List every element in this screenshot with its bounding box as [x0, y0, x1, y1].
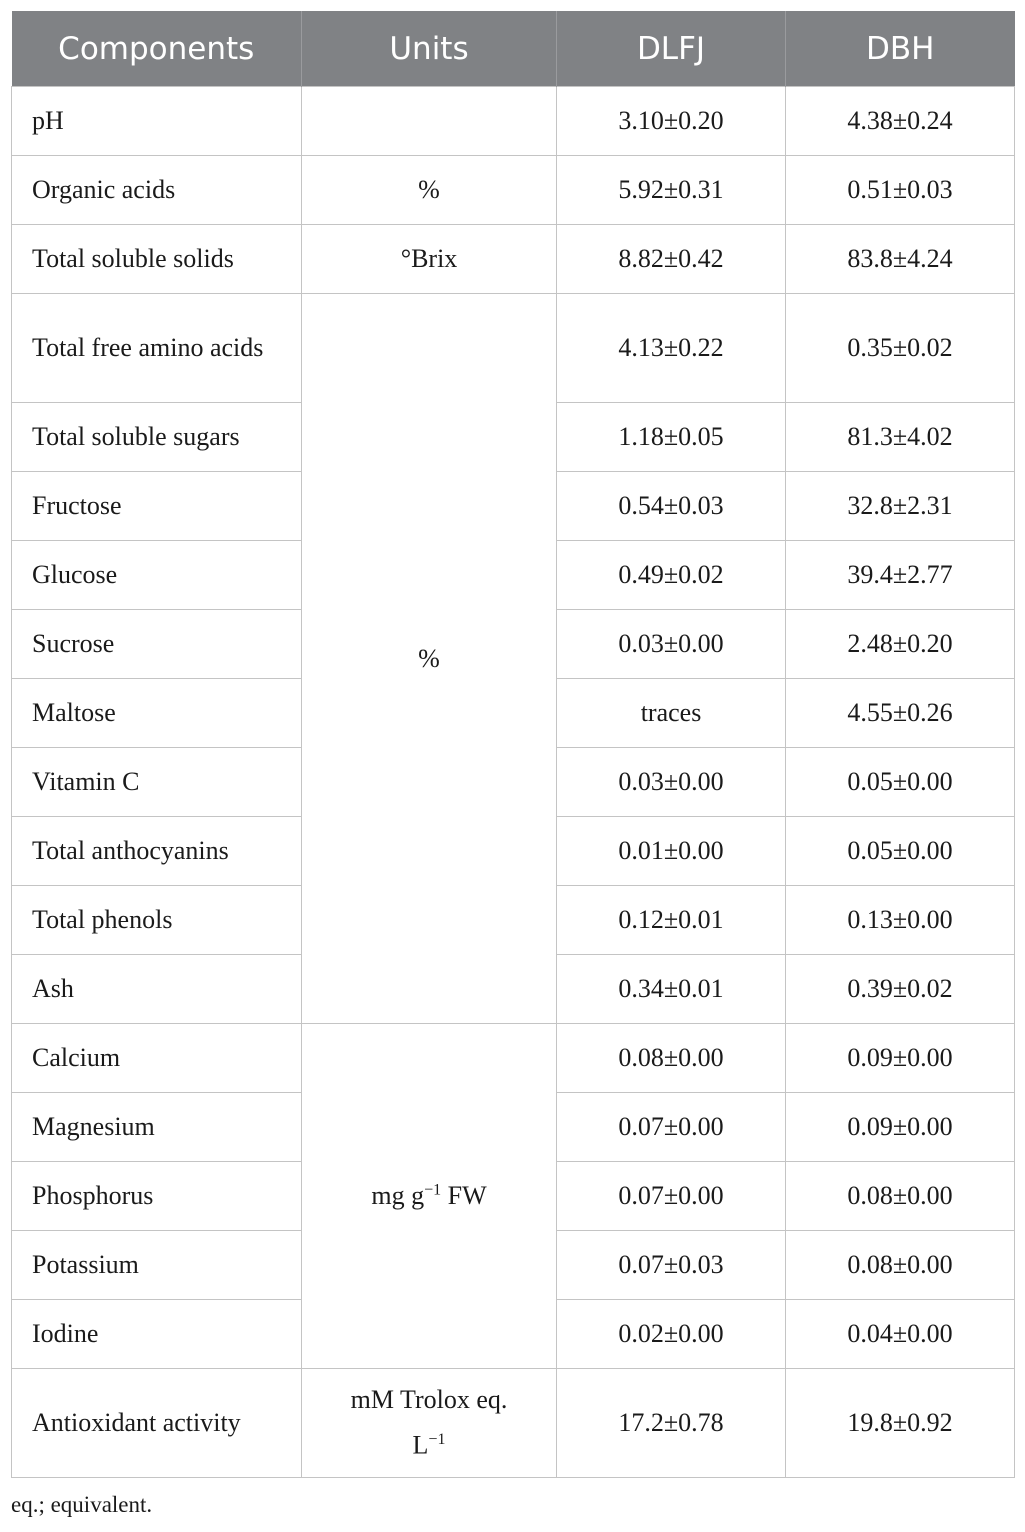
component-cell: Total phenols: [12, 886, 302, 955]
unit-mineral-suffix: FW: [441, 1181, 487, 1210]
dbh-cell: 19.8±0.92: [786, 1369, 1015, 1478]
component-cell: Fructose: [12, 472, 302, 541]
table-row: [12, 294, 1015, 403]
dlfj-cell: 0.03±0.00: [557, 610, 786, 679]
dbh-cell: 81.3±4.02: [786, 403, 1015, 472]
dbh-cell: 39.4±2.77: [786, 541, 1015, 610]
dbh-cell: 83.8±4.24: [786, 225, 1015, 294]
header-components: Components: [12, 11, 302, 87]
dbh-cell: 32.8±2.31: [786, 472, 1015, 541]
dbh-cell: 0.05±0.00: [786, 748, 1015, 817]
dbh-cell: 0.09±0.00: [786, 1024, 1015, 1093]
component-cell: Glucose: [12, 541, 302, 610]
component-cell: Calcium: [12, 1024, 302, 1093]
unit-cell-mineral-group: [302, 1024, 557, 1369]
dlfj-cell: 5.92±0.31: [557, 156, 786, 225]
component-cell: Sucrose: [12, 610, 302, 679]
unit-cell: [302, 87, 557, 156]
dbh-cell: 0.04±0.00: [786, 1300, 1015, 1369]
component-cell: Ash: [12, 955, 302, 1024]
table-row: [12, 225, 1015, 294]
dbh-cell: 0.05±0.00: [786, 817, 1015, 886]
dlfj-cell: 0.07±0.03: [557, 1231, 786, 1300]
table-row: [12, 1024, 1015, 1093]
composition-table: [11, 11, 1015, 1478]
dlfj-cell: 1.18±0.05: [557, 403, 786, 472]
component-cell: Maltose: [12, 679, 302, 748]
unit-mineral-exponent: −1: [424, 1181, 442, 1199]
dbh-cell: 0.13±0.00: [786, 886, 1015, 955]
dlfj-cell: 0.01±0.00: [557, 817, 786, 886]
unit-cell: %: [302, 156, 557, 225]
table-row: [12, 87, 1015, 156]
component-cell: Phosphorus: [12, 1162, 302, 1231]
component-cell: Vitamin C: [12, 748, 302, 817]
dbh-cell: 0.09±0.00: [786, 1093, 1015, 1162]
header-dlfj: DLFJ: [557, 11, 786, 87]
dbh-cell: 0.39±0.02: [786, 955, 1015, 1024]
component-cell: Antioxidant activity: [12, 1369, 302, 1478]
dlfj-cell: 0.07±0.00: [557, 1093, 786, 1162]
unit-mineral-prefix: mg g: [371, 1181, 425, 1210]
dlfj-cell: 0.34±0.01: [557, 955, 786, 1024]
component-cell: Total anthocyanins: [12, 817, 302, 886]
dlfj-cell: 8.82±0.42: [557, 225, 786, 294]
unit-cell: °Brix: [302, 225, 557, 294]
component-cell: Total soluble sugars: [12, 403, 302, 472]
dlfj-cell: 0.08±0.00: [557, 1024, 786, 1093]
dlfj-cell: 0.02±0.00: [557, 1300, 786, 1369]
dbh-cell: 0.35±0.02: [786, 294, 1015, 403]
component-cell: Magnesium: [12, 1093, 302, 1162]
unit-antiox-line2-base: L: [412, 1430, 429, 1460]
dbh-cell: 0.51±0.03: [786, 156, 1015, 225]
component-cell: pH: [12, 87, 302, 156]
table-row: [12, 156, 1015, 225]
component-cell: Organic acids: [12, 156, 302, 225]
unit-cell-antioxidant: [302, 1369, 557, 1478]
table-footnote: eq.; equivalent.: [11, 1492, 153, 1517]
composition-table-container: [11, 11, 1014, 1478]
component-cell: Iodine: [12, 1300, 302, 1369]
unit-antiox-line2-exponent: −1: [428, 1431, 446, 1449]
dlfj-cell: 4.13±0.22: [557, 294, 786, 403]
dlfj-cell: 0.12±0.01: [557, 886, 786, 955]
dbh-cell: 2.48±0.20: [786, 610, 1015, 679]
header-units: Units: [302, 11, 557, 87]
dlfj-cell: 3.10±0.20: [557, 87, 786, 156]
component-cell: Total free amino acids: [12, 294, 302, 403]
dbh-cell: 4.55±0.26: [786, 679, 1015, 748]
header-row: [12, 11, 1015, 87]
dbh-cell: 0.08±0.00: [786, 1162, 1015, 1231]
component-cell: Potassium: [12, 1231, 302, 1300]
unit-antiox-line1: mM Trolox eq.: [350, 1385, 508, 1415]
dlfj-cell: traces: [557, 679, 786, 748]
header-dbh: DBH: [786, 11, 1015, 87]
dlfj-cell: 0.07±0.00: [557, 1162, 786, 1231]
table-row: [12, 1369, 1015, 1478]
unit-cell-percent-group: %: [302, 294, 557, 1024]
dbh-cell: 0.08±0.00: [786, 1231, 1015, 1300]
component-cell: Total soluble solids: [12, 225, 302, 294]
dlfj-cell: 0.03±0.00: [557, 748, 786, 817]
dlfj-cell: 0.49±0.02: [557, 541, 786, 610]
dlfj-cell: 17.2±0.78: [557, 1369, 786, 1478]
dbh-cell: 4.38±0.24: [786, 87, 1015, 156]
dlfj-cell: 0.54±0.03: [557, 472, 786, 541]
